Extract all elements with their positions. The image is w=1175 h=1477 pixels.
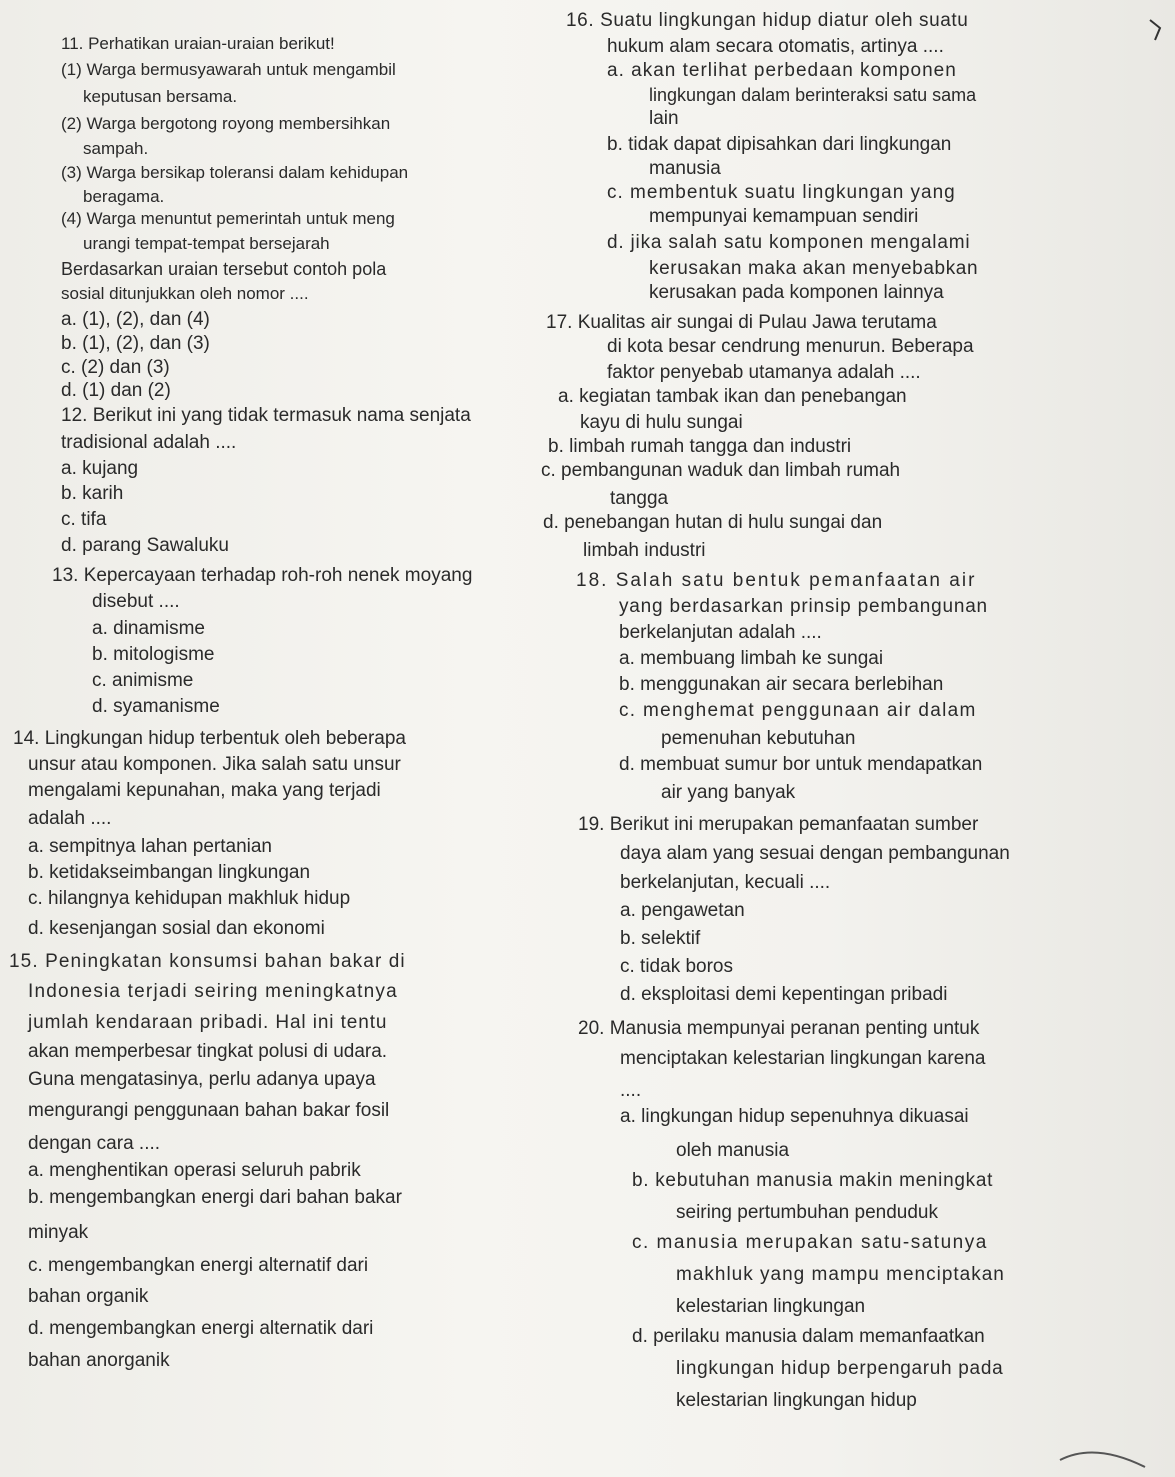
question-16-option-d: d. jika salah satu komponen mengalami [607, 232, 971, 253]
question-15-option-b-cont: minyak [28, 1222, 89, 1243]
question-15-line-5: Guna mengatasinya, perlu adanya upaya [28, 1069, 376, 1090]
question-16-option-a-cont2: lain [649, 108, 679, 129]
question-19-line-2: daya alam yang sesuai dengan pembangunan [620, 843, 1010, 864]
question-12-option-d: d. parang Sawaluku [61, 535, 229, 556]
question-13-option-c: c. animisme [92, 670, 194, 691]
question-11-item-3-cont: beragama. [83, 187, 165, 206]
question-18-title: 18. Salah satu bentuk pemanfaatan air [576, 570, 977, 591]
question-20-option-c-cont: makhluk yang mampu menciptakan [676, 1264, 1005, 1285]
question-17-option-b: b. limbah rumah tangga dan industri [548, 436, 852, 457]
question-11-item-3: (3) Warga bersikap toleransi dalam kehidupan [61, 163, 409, 182]
question-17-option-d: d. penebangan hutan di hulu sungai dan [543, 512, 883, 533]
question-15-title: 15. Peningkatan konsumsi bahan bakar di [9, 951, 406, 972]
question-16-option-c-cont: mempunyai kemampuan sendiri [649, 206, 919, 227]
question-16-option-d-cont2: kerusakan pada komponen lainnya [649, 282, 944, 303]
question-15-option-d: d. mengembangkan energi alternatik dari [28, 1318, 374, 1339]
question-11-option-c: c. (2) dan (3) [61, 357, 170, 378]
question-18-line-2: yang berdasarkan prinsip pembangunan [619, 596, 988, 617]
question-16-option-b: b. tidak dapat dipisahkan dari lingkungan [607, 134, 952, 155]
question-19-option-c: c. tidak boros [620, 956, 733, 977]
question-18-option-a: a. membuang limbah ke sungai [619, 648, 884, 669]
question-12-option-b: b. karih [61, 483, 124, 504]
question-15-option-c-cont: bahan organik [28, 1286, 149, 1307]
question-13-title: 13. Kepercayaan terhadap roh-roh nenek moyang [52, 565, 473, 586]
question-20-option-d: d. perilaku manusia dalam memanfaatkan [632, 1326, 985, 1347]
question-11-item-2-cont: sampah. [83, 139, 149, 158]
question-14-option-c: c. hilangnya kehidupan makhluk hidup [28, 888, 351, 909]
question-20-option-d-cont2: kelestarian lingkungan hidup [676, 1390, 917, 1411]
question-11-stem: Berdasarkan uraian tersebut contoh pola [61, 259, 387, 279]
question-15-line-6: mengurangi penggunaan bahan bakar fosil [28, 1100, 390, 1121]
question-12-option-c: c. tifa [61, 509, 107, 530]
question-11-item-1-cont: keputusan bersama. [83, 87, 238, 106]
question-17-option-c-cont: tangga [610, 488, 669, 509]
question-16-option-b-cont: manusia [649, 158, 721, 179]
question-20-line-2: menciptakan kelestarian lingkungan karena [620, 1048, 986, 1069]
question-13-title-cont: disebut .... [92, 591, 180, 612]
question-13-option-d: d. syamanisme [92, 696, 220, 717]
question-11-option-a: a. (1), (2), dan (4) [61, 309, 210, 330]
question-15-line-3: jumlah kendaraan pribadi. Hal ini tentu [28, 1012, 388, 1033]
question-11-option-b: b. (1), (2), dan (3) [61, 333, 210, 354]
question-19-option-d: d. eksploitasi demi kepentingan pribadi [620, 984, 948, 1005]
question-17-title: 17. Kualitas air sungai di Pulau Jawa terutama [546, 312, 937, 333]
question-14-option-d: d. kesenjangan sosial dan ekonomi [28, 918, 325, 939]
question-15-line-4: akan memperbesar tingkat polusi di udara. [28, 1041, 388, 1062]
pen-stroke-icon [1055, 1442, 1155, 1472]
question-18-line-3: berkelanjutan adalah .... [619, 622, 822, 643]
question-16-option-c: c. membentuk suatu lingkungan yang [607, 182, 956, 203]
question-19-line-3: berkelanjutan, kecuali .... [620, 872, 831, 893]
question-20-option-c: c. manusia merupakan satu-satunya [632, 1232, 988, 1253]
question-17-line-2: di kota besar cendrung menurun. Beberapa [607, 336, 974, 357]
question-11-item-2: (2) Warga bergotong royong membersihkan [61, 114, 391, 133]
question-11-item-4: (4) Warga menuntut pemerintah untuk meng [61, 209, 395, 228]
question-18-option-b: b. menggunakan air secara berlebihan [619, 674, 944, 695]
question-18-option-d: d. membuat sumur bor untuk mendapatkan [619, 754, 983, 775]
question-12-title: 12. Berikut ini yang tidak termasuk nama senjata [61, 405, 471, 426]
question-16-option-d-cont: kerusakan maka akan menyebabkan [649, 258, 979, 279]
question-18-option-c-cont: pemenuhan kebutuhan [661, 728, 856, 749]
question-12-option-a: a. kujang [61, 458, 139, 479]
corner-mark-icon [1115, 0, 1175, 60]
question-20-option-b-cont: seiring pertumbuhan penduduk [676, 1202, 938, 1223]
question-20-title: 20. Manusia mempunyai peranan penting untuk [578, 1018, 980, 1039]
question-20-option-a-cont: oleh manusia [676, 1140, 790, 1161]
question-20-option-d-cont: lingkungan hidup berpengaruh pada [676, 1358, 1004, 1379]
question-13-option-a: a. dinamisme [92, 618, 205, 639]
question-19-option-b: b. selektif [620, 928, 701, 949]
question-11-stem-cont: sosial ditunjukkan oleh nomor .... [61, 284, 309, 303]
question-17-option-a-cont: kayu di hulu sungai [580, 412, 743, 433]
question-11-item-1: (1) Warga bermusyawarah untuk mengambil [61, 60, 396, 79]
question-11-item-4-cont: urangi tempat-tempat bersejarah [83, 234, 330, 253]
question-18-option-c: c. menghemat penggunaan air dalam [619, 700, 977, 721]
question-20-line-3: .... [620, 1080, 642, 1101]
question-16-option-a: a. akan terlihat perbedaan komponen [607, 60, 957, 81]
question-18-option-d-cont: air yang banyak [661, 782, 796, 803]
question-14-line-4: adalah .... [28, 808, 112, 829]
question-14-option-b: b. ketidakseimbangan lingkungan [28, 862, 311, 883]
question-15-option-d-cont: bahan anorganik [28, 1350, 170, 1371]
question-15-line-7: dengan cara .... [28, 1133, 161, 1154]
question-14-option-a: a. sempitnya lahan pertanian [28, 836, 272, 857]
question-20-option-c-cont2: kelestarian lingkungan [676, 1296, 866, 1317]
question-17-option-a: a. kegiatan tambak ikan dan penebangan [558, 386, 907, 407]
question-20-option-b: b. kebutuhan manusia makin meningkat [632, 1170, 994, 1191]
question-15-option-c: c. mengembangkan energi alternatif dari [28, 1255, 369, 1276]
question-15-option-a: a. menghentikan operasi seluruh pabrik [28, 1160, 361, 1181]
question-16-title: 16. Suatu lingkungan hidup diatur oleh suatu [566, 10, 969, 31]
question-11-option-d: d. (1) dan (2) [61, 380, 171, 401]
question-19-title: 19. Berikut ini merupakan pemanfaatan sumber [578, 814, 979, 835]
question-15-option-b: b. mengembangkan energi dari bahan bakar [28, 1187, 402, 1208]
question-14-line-2: unsur atau komponen. Jika salah satu unsur [28, 754, 401, 775]
question-16-title-cont: hukum alam secara otomatis, artinya .... [607, 36, 944, 57]
question-20-option-a: a. lingkungan hidup sepenuhnya dikuasai [620, 1106, 969, 1127]
question-11-title: 11. Perhatikan uraian-uraian berikut! [61, 34, 335, 53]
question-19-option-a: a. pengawetan [620, 900, 745, 921]
question-17-option-d-cont: limbah industri [583, 540, 706, 561]
question-17-line-3: faktor penyebab utamanya adalah .... [607, 362, 921, 383]
question-17-option-c: c. pembangunan waduk dan limbah rumah [541, 460, 901, 481]
question-16-option-a-cont: lingkungan dalam berinteraksi satu sama [649, 85, 977, 105]
question-12-title-cont: tradisional adalah .... [61, 432, 237, 453]
question-15-line-2: Indonesia terjadi seiring meningkatnya [28, 981, 398, 1002]
question-14-line-3: mengalami kepunahan, maka yang terjadi [28, 780, 381, 801]
question-14-title: 14. Lingkungan hidup terbentuk oleh beberapa [13, 728, 406, 749]
question-13-option-b: b. mitologisme [92, 644, 215, 665]
